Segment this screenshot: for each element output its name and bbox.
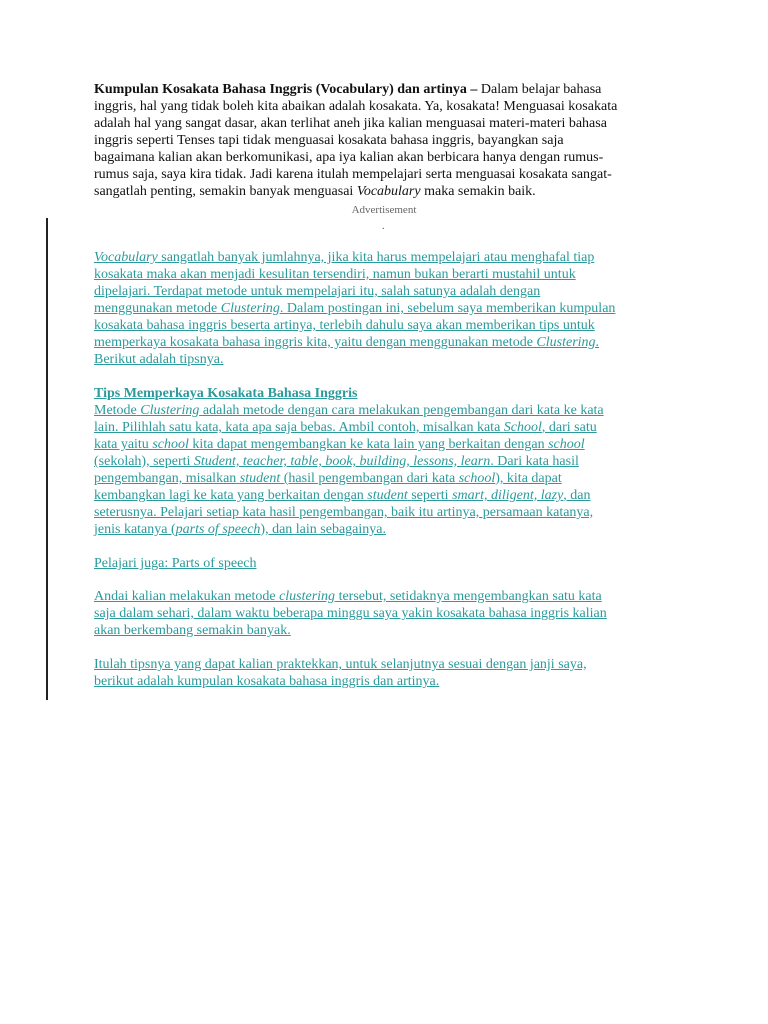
tips-text: kata yaitu <box>94 437 149 452</box>
tips-emphasis: school <box>548 437 585 452</box>
tips-line-1[interactable] <box>94 402 604 419</box>
p1-emphasis: Clustering <box>220 301 280 316</box>
intro-line-2: inggris, hal yang tidak boleh kita abaikan adalah kosakata. Ya, kosakata! Menguasai kosakata <box>94 99 618 114</box>
p1-line-7[interactable]: Berikut adalah tipsnya. <box>94 352 224 367</box>
tips-text: jenis katanya ( <box>94 522 176 537</box>
p3-line-3[interactable]: akan berkembang semakin banyak. <box>94 623 291 638</box>
p4-line-1[interactable]: Itulah tipsnya yang dapat kalian praktekkan, untuk selanjutnya sesuai dengan janji saya, <box>94 657 587 672</box>
p1-emphasis: Vocabulary <box>94 250 158 265</box>
tips-line-8[interactable] <box>94 521 386 538</box>
tips-emphasis: School <box>503 420 542 435</box>
p1-line-1[interactable] <box>94 249 594 266</box>
p3-text: Andai kalian melakukan metode <box>94 589 276 604</box>
tips-text: (hasil pengembangan dari kata <box>283 471 456 486</box>
intro-title: Kumpulan Kosakata Bahasa Inggris (Vocabulary) dan artinya <box>94 82 467 97</box>
intro-line-4: inggris seperti Tenses tapi tidak menguasai kosakata bahasa inggris, bayangkan saja <box>94 133 564 148</box>
intro-text: maka semakin baik. <box>424 184 536 199</box>
p1-text: . <box>595 335 600 350</box>
tips-emphasis: student <box>239 471 281 486</box>
tips-text: Metode <box>94 403 137 418</box>
advertisement-label: Advertisement <box>351 204 417 216</box>
intro-line-1 <box>94 81 601 98</box>
left-margin-bar <box>46 218 48 700</box>
p1-line-5[interactable]: kosakata bahasa inggris beserta artinya, terlebih dahulu saya akan memberikan tips untuk <box>94 318 595 333</box>
p1-line-2[interactable]: kosakata maka akan menjadi kesulitan tersendiri, namun bukan berarti mustahil untuk <box>94 267 576 282</box>
tips-line-6[interactable] <box>94 487 591 504</box>
tips-text: ), dan lain sebagainya. <box>260 522 386 537</box>
intro-line-3: adalah hal yang sangat dasar, akan terlihat aneh jika kalian menguasai materi-materi bahasa <box>94 116 607 131</box>
advertisement-dot: . <box>382 221 385 232</box>
p1-line-4[interactable] <box>94 300 615 317</box>
p4-line-2[interactable]: berikut adalah kumpulan kosakata bahasa inggris dan artinya. <box>94 674 440 689</box>
tips-text: adalah metode dengan cara melakukan pengembangan dari kata ke kata <box>202 403 604 418</box>
intro-text: Dalam belajar bahasa <box>480 82 602 97</box>
tips-heading[interactable]: Tips Memperkaya Kosakata Bahasa Inggris <box>94 386 358 401</box>
tips-emphasis: smart, diligent, lazy <box>452 488 564 503</box>
p1-text: . Dalam postingan ini, sebelum saya memberikan kumpulan <box>279 301 616 316</box>
tips-emphasis: Clustering <box>140 403 200 418</box>
tips-line-3[interactable] <box>94 436 585 453</box>
tips-text: (sekolah), seperti <box>94 454 191 469</box>
p3-text: tersebut, setidaknya mengembangkan satu kata <box>338 589 602 604</box>
tips-text: kembangkan lagi ke kata yang berkaitan dengan <box>94 488 364 503</box>
intro-text: sangatlah penting, semakin banyak menguasai <box>94 184 354 199</box>
tips-text: ), kita dapat <box>495 471 562 486</box>
p3-line-1[interactable] <box>94 588 602 605</box>
tips-line-7[interactable]: seterusnya. Pelajari setiap kata hasil pengembangan, baik itu artinya, persamaan katanya, <box>94 505 594 520</box>
p1-text: menggunakan metode <box>94 301 218 316</box>
intro-dash: – <box>470 82 478 97</box>
tips-emphasis: student <box>367 488 408 503</box>
tips-text: pengembangan, misalkan <box>94 471 237 486</box>
tips-emphasis: school <box>152 437 189 452</box>
tips-line-2[interactable] <box>94 419 597 436</box>
tips-text: , dari satu <box>541 420 597 435</box>
p1-line-3[interactable]: dipelajari. Terdapat metode untuk mempelajari itu, salah satunya adalah dengan <box>94 284 541 299</box>
p3-line-2[interactable]: saja dalam sehari, dalam waktu beberapa minggu saya yakin kosakata bahasa inggris kalian <box>94 606 607 621</box>
tips-line-5[interactable] <box>94 470 562 487</box>
tips-text: seperti <box>411 488 449 503</box>
tips-emphasis: Student, teacher, table, book, building, lessons, learn <box>193 454 491 469</box>
tips-text: . Dari kata hasil <box>490 454 579 469</box>
intro-line-5: bagaimana kalian akan berkomunikasi, apa iya kalian akan berbicara hanya dengan rumus- <box>94 150 604 165</box>
p1-line-6[interactable] <box>94 334 599 351</box>
related-link[interactable]: Pelajari juga: Parts of speech <box>94 556 257 571</box>
intro-line-6: rumus saja, saya kira tidak. Jadi karena itulah mempelajari serta menguasai kosakata sangat- <box>94 167 612 182</box>
p3-emphasis: clustering <box>279 589 336 604</box>
tips-text: lain. Pilihlah satu kata, kata apa saja bebas. Ambil contoh, misalkan kata <box>94 420 501 435</box>
intro-emphasis: Vocabulary <box>356 184 421 199</box>
p1-text: sangatlah banyak jumlahnya, jika kita harus mempelajari atau menghafal tiap <box>161 250 595 265</box>
tips-emphasis: parts of speech <box>175 522 261 537</box>
p1-text: memperkaya kosakata bahasa inggris kita, yaitu dengan menggunakan metode <box>94 335 533 350</box>
intro-line-7 <box>94 183 536 200</box>
p1-emphasis: Clustering <box>536 335 596 350</box>
tips-line-4[interactable] <box>94 453 579 470</box>
tips-text: kita dapat mengembangkan ke kata lain yang berkaitan dengan <box>192 437 545 452</box>
tips-text: , dan <box>563 488 591 503</box>
tips-emphasis: school <box>458 471 496 486</box>
